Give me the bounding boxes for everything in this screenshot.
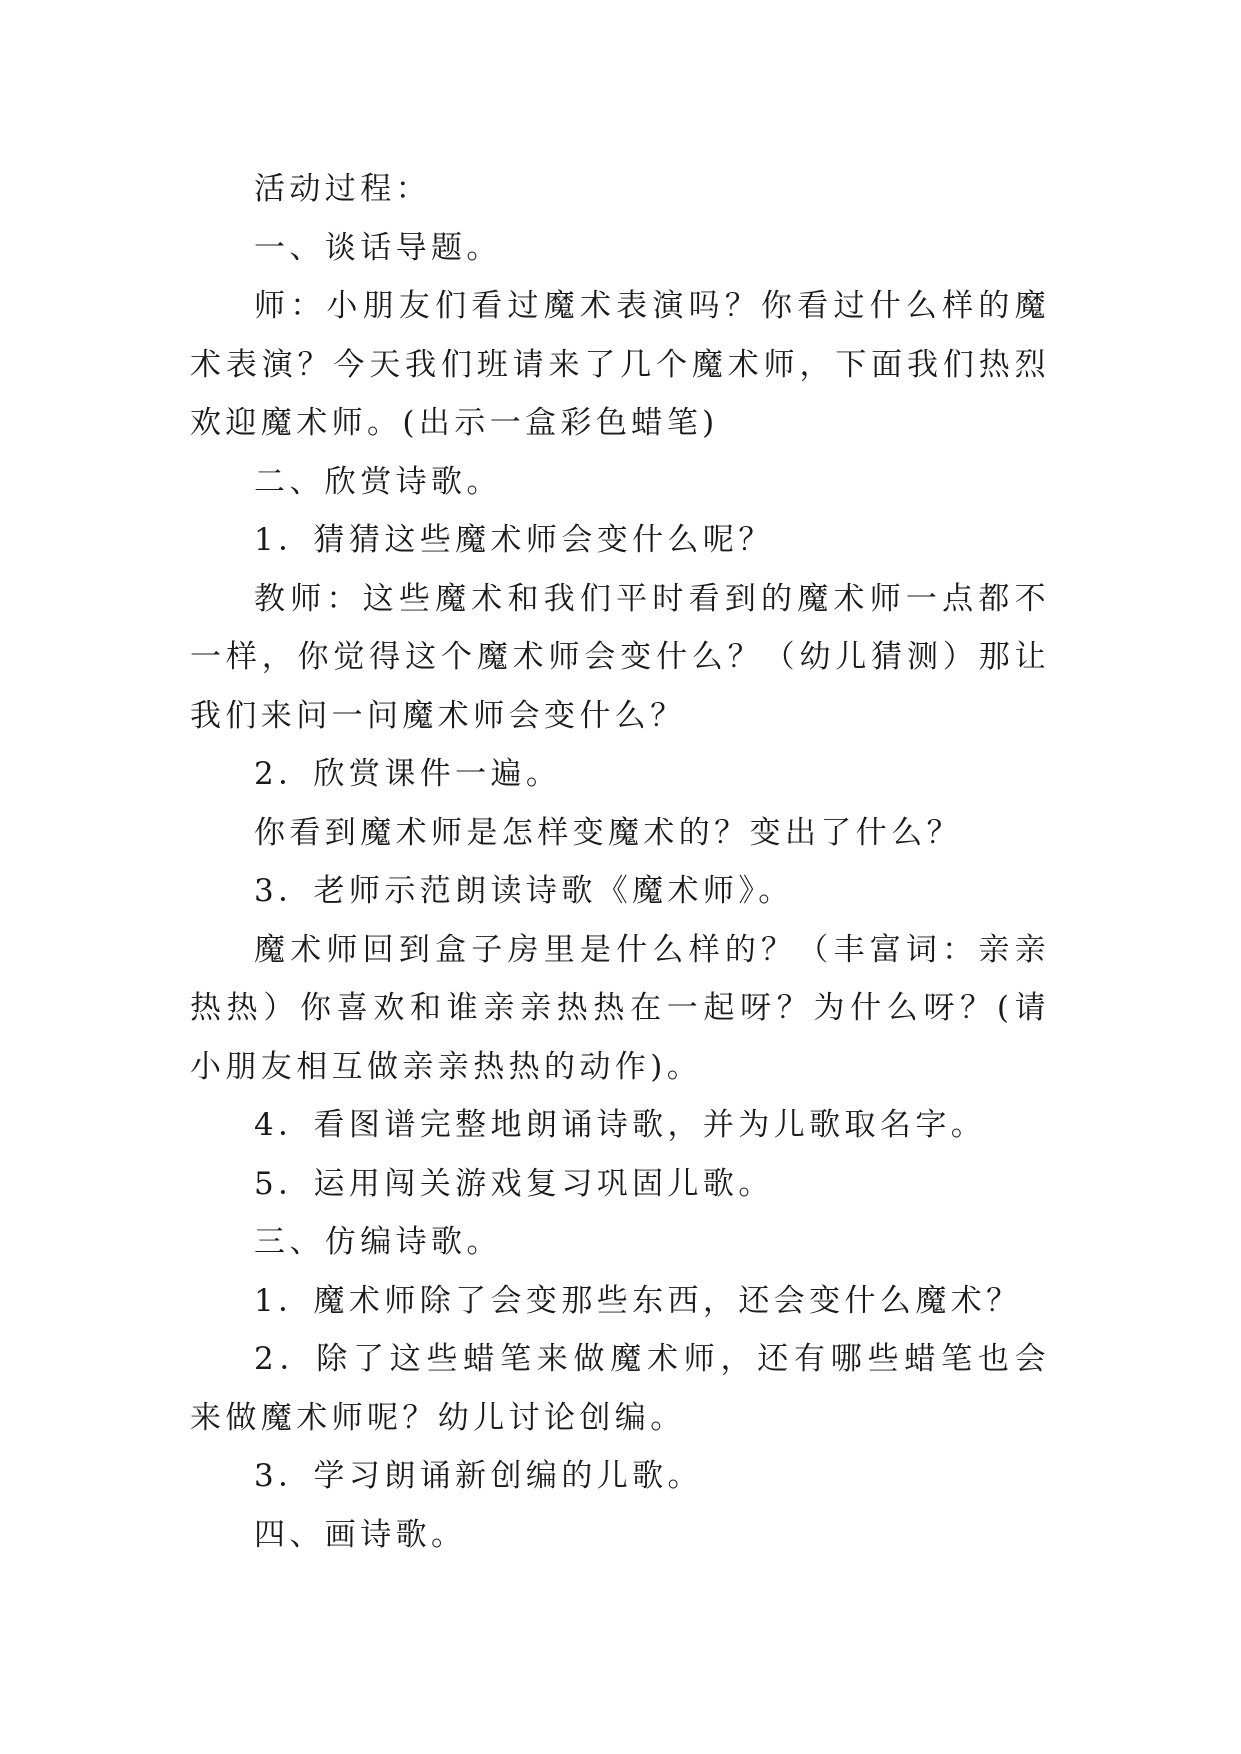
paragraph: 魔术师回到盒子房里是什么样的？（丰富词：亲亲热热）你喜欢和谁亲亲热热在一起呀？为什么呀？(请小朋友相互做亲亲热热的动作)。 (190, 931, 1050, 1085)
list-item: 1．猜猜这些魔术师会变什么呢？ (254, 522, 774, 558)
list-item: 5．运用闯关游戏复习巩固儿歌。 (254, 1165, 774, 1202)
list-item: 4．看图谱完整地朗诵诗歌，并为儿歌取名字。 (254, 1107, 987, 1143)
section-label: 活动过程： (254, 171, 431, 207)
list-item: 2．除了这些蜡笔来做魔术师，还有哪些蜡笔也会来做魔术师呢？幼儿讨论创编。 (190, 1341, 1050, 1436)
list-item: 3．老师示范朗读诗歌《魔术师》。 (254, 873, 794, 909)
paragraph: 你看到魔术师是怎样变魔术的？变出了什么？ (254, 814, 962, 851)
list-item: 3．学习朗诵新创编的儿歌。 (254, 1458, 703, 1494)
document-body (190, 160, 1050, 1564)
section-heading-4: 四、画诗歌。 (254, 1516, 467, 1553)
list-item: 1．魔术师除了会变那些东西，还会变什么魔术？ (254, 1282, 1022, 1319)
paragraph: 教师：这些魔术和我们平时看到的魔术师一点都不一样，你觉得这个魔术师会变什么？（幼儿猜测）那让我们来问一问魔术师会变什么？ (190, 580, 1050, 734)
section-heading-3: 三、仿编诗歌。 (254, 1224, 502, 1260)
section-heading-2: 二、欣赏诗歌。 (254, 463, 502, 500)
section-heading-1: 一、谈话导题。 (254, 229, 502, 266)
paragraph: 师：小朋友们看过魔术表演吗？你看过什么样的魔术表演？今天我们班请来了几个魔术师，下面我们热烈欢迎魔术师。(出示一盒彩色蜡笔) (190, 288, 1050, 441)
list-item: 2．欣赏课件一遍。 (254, 756, 562, 792)
